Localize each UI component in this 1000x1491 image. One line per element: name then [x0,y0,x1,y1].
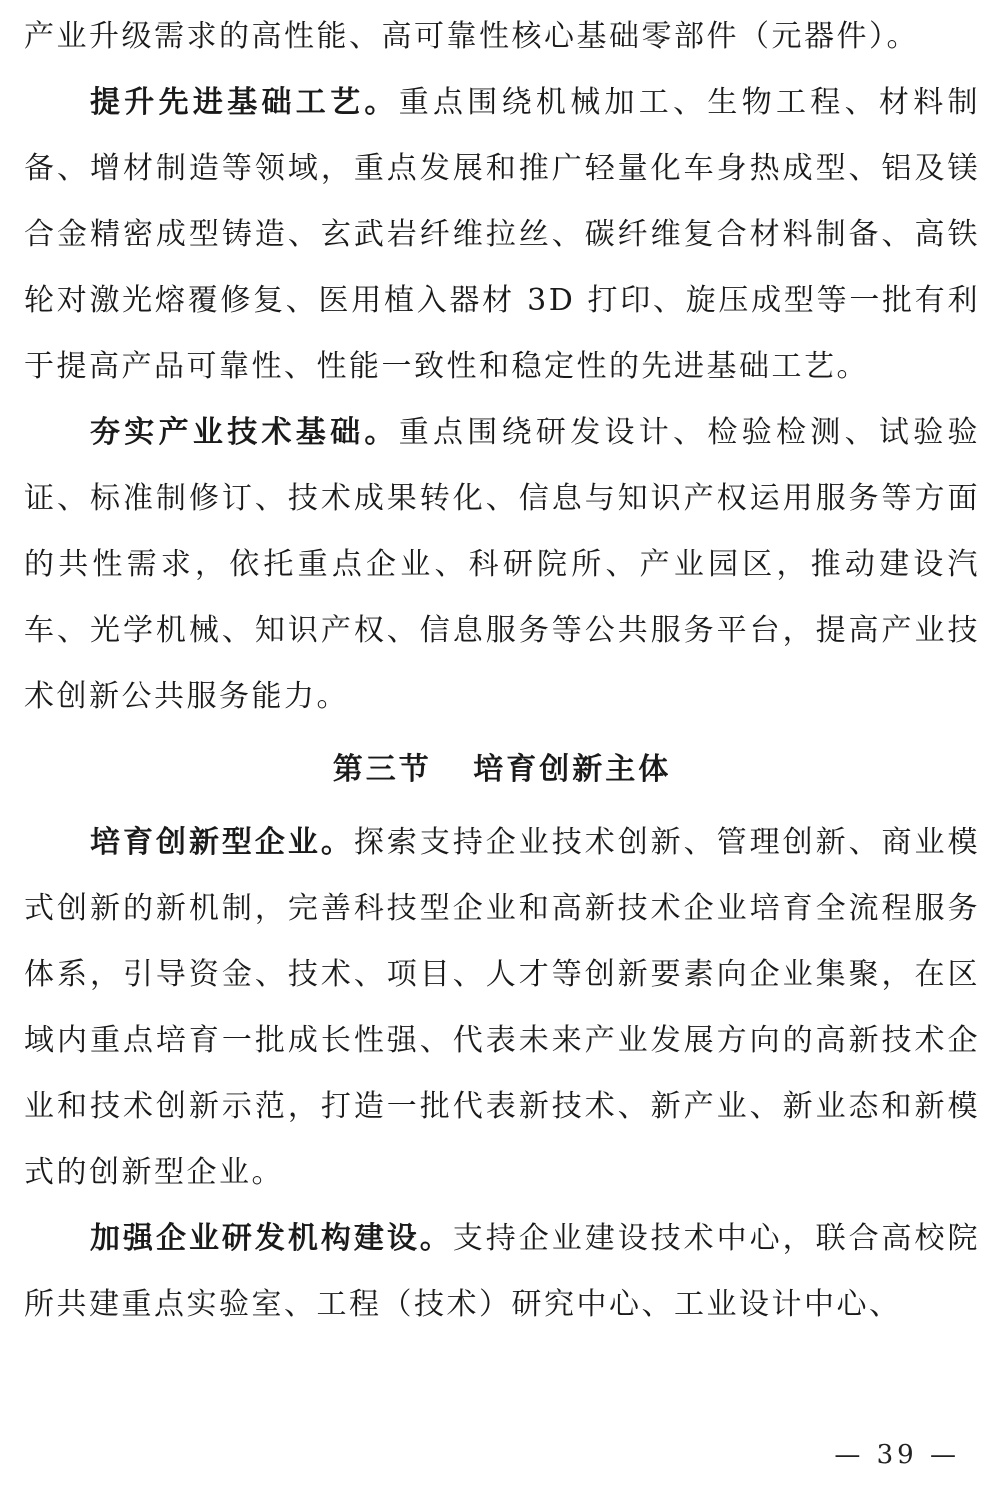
page-number: — 39 — [834,1440,960,1470]
paragraph-continuation [24,4,980,70]
paragraph-heading: 夯实产业技术基础。 [90,415,399,450]
paragraph-text: 探索支持企业技术创新、管理创新、商业模式创新的新机制，完善科技型企业和高新技术企业培育全流程服务体系，引导资金、技术、项目、人才等创新要素向企业集聚，在区域内重点培育一批成长性强、代表未来产业发展方向的高新技术企业和技术创新示范，打造一批代表新技术、新产业、新业态和新模式的创新型企业。 [24,825,981,1190]
paragraph-heading: 提升先进基础工艺。 [90,85,399,120]
paragraph-innovative-enterprise [24,810,980,1206]
paragraph-heading: 培育创新型企业。 [90,825,354,860]
paragraph-rd-institution [24,1206,980,1338]
paragraph-text: 重点围绕机械加工、生物工程、材料制备、增材制造等领域，重点发展和推广轻量化车身热成型、铝及镁合金精密成型铸造、玄武岩纤维拉丝、碳纤维复合材料制备、高铁轮对激光熔覆修复、医用植入器材 3D 打印、旋压成型等一批有利于提高产品可靠性、性能一致性和稳定性的先进基础工艺。 [24,85,981,384]
paragraph-text: 支持企业建设技术中心，联合高校院所共建重点实验室、工程（技术）研究中心、工业设计中心、 [24,1221,981,1322]
paragraph-advanced-process [24,70,980,400]
paragraph-text: 产业升级需求的高性能、高可靠性核心基础零部件（元器件）。 [24,19,919,54]
document-page [24,0,980,1338]
paragraph-text: 重点围绕研发设计、检验检测、试验验证、标准制修订、技术成果转化、信息与知识产权运用服务等方面的共性需求，依托重点企业、科研院所、产业园区，推动建设汽车、光学机械、知识产权、信息服务等公共服务平台，提高产业技术创新公共服务能力。 [24,415,981,714]
section-title: 第三节 培育创新主体 [332,752,672,787]
paragraph-tech-foundation [24,400,980,730]
paragraph-heading: 加强企业研发机构建设。 [90,1221,453,1256]
